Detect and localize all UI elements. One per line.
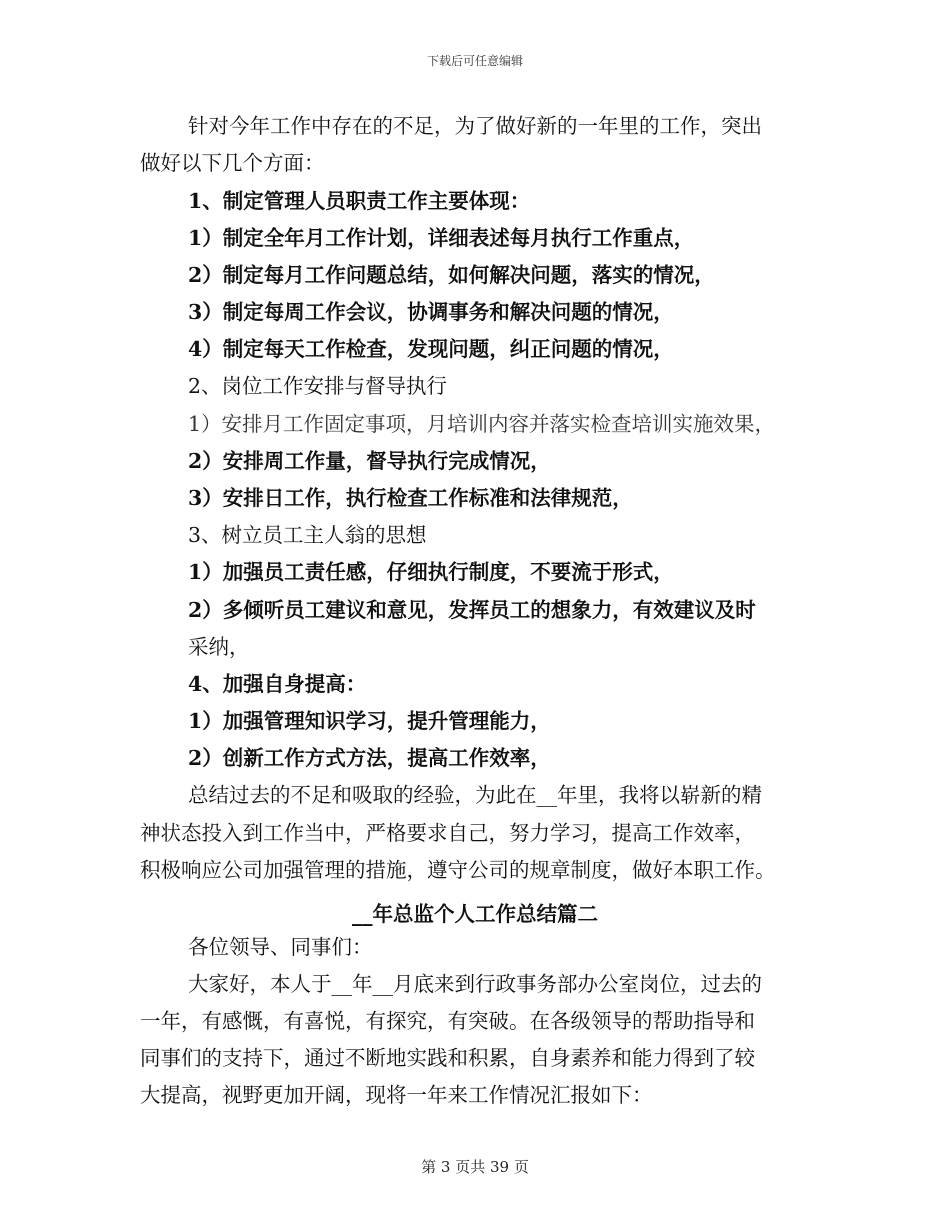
- list-heading: 1、制定管理人员职责工作主要体现：: [188, 189, 531, 213]
- paragraph-line: 积极响应公司加强管理的措施，遵守公司的规章制度，做好本职工作。: [140, 858, 776, 882]
- paragraph-line: 同事们的支持下，通过不断地实践和积累，自身素养和能力得到了较: [140, 1046, 755, 1070]
- list-item: 2）安排周工作量，督导执行完成情况，: [188, 449, 551, 473]
- paragraph-line: 大提高，视野更加开阔，现将一年来工作情况汇报如下：: [140, 1083, 653, 1107]
- paragraph-line: 神状态投入到工作当中，严格要求自己，努力学习，提高工作效率，: [140, 821, 755, 845]
- list-item: 3）安排日工作，执行检查工作标准和法律规范，: [188, 486, 633, 510]
- list-heading: 2、岗位工作安排与督导执行: [188, 374, 448, 398]
- list-item: 2）制定每月工作问题总结，如何解决问题，落实的情况，: [188, 263, 715, 287]
- page-footer: 第 3 页共 39 页: [421, 1158, 529, 1176]
- paragraph-line: 总结过去的不足和吸取的经验，为此在__年里，我将以崭新的精: [188, 783, 762, 807]
- paragraph-line: 一年，有感慨，有喜悦，有探究，有突破。在各级领导的帮助指导和: [140, 1009, 755, 1033]
- section-title: __年总监个人工作总结篇二: [352, 902, 598, 926]
- list-item-continuation: 采纳，: [188, 635, 250, 659]
- paragraph-line: 做好以下几个方面：: [140, 151, 325, 175]
- list-item: 1）加强员工责任感，仔细执行制度，不要流于形式，: [188, 560, 674, 584]
- list-item: 1）加强管理知识学习，提升管理能力，: [188, 709, 551, 733]
- page-header: 下载后可任意编辑: [426, 54, 523, 68]
- list-item: 2）多倾听员工建议和意见，发挥员工的想象力，有效建议及时: [188, 598, 756, 622]
- paragraph-line: 针对今年工作中存在的不足，为了做好新的一年里的工作，突出: [188, 114, 762, 138]
- list-item: 1）安排月工作固定事项，月培训内容并落实检查培训实施效果，: [188, 412, 776, 436]
- list-item: 1）制定全年月工作计划，详细表述每月执行工作重点，: [188, 226, 695, 250]
- list-item: 4）制定每天工作检查，发现问题，纠正问题的情况，: [188, 337, 674, 361]
- list-heading: 4、加强自身提高：: [188, 672, 367, 696]
- list-item: 3）制定每周工作会议，协调事务和解决问题的情况，: [188, 300, 674, 324]
- paragraph-line: 大家好，本人于__年__月底来到行政事务部办公室岗位，过去的: [188, 972, 762, 996]
- list-item: 2）创新工作方式方法，提高工作效率，: [188, 746, 551, 770]
- list-heading: 3、树立员工主人翁的思想: [188, 523, 427, 547]
- paragraph-line: 各位领导、同事们：: [188, 935, 373, 959]
